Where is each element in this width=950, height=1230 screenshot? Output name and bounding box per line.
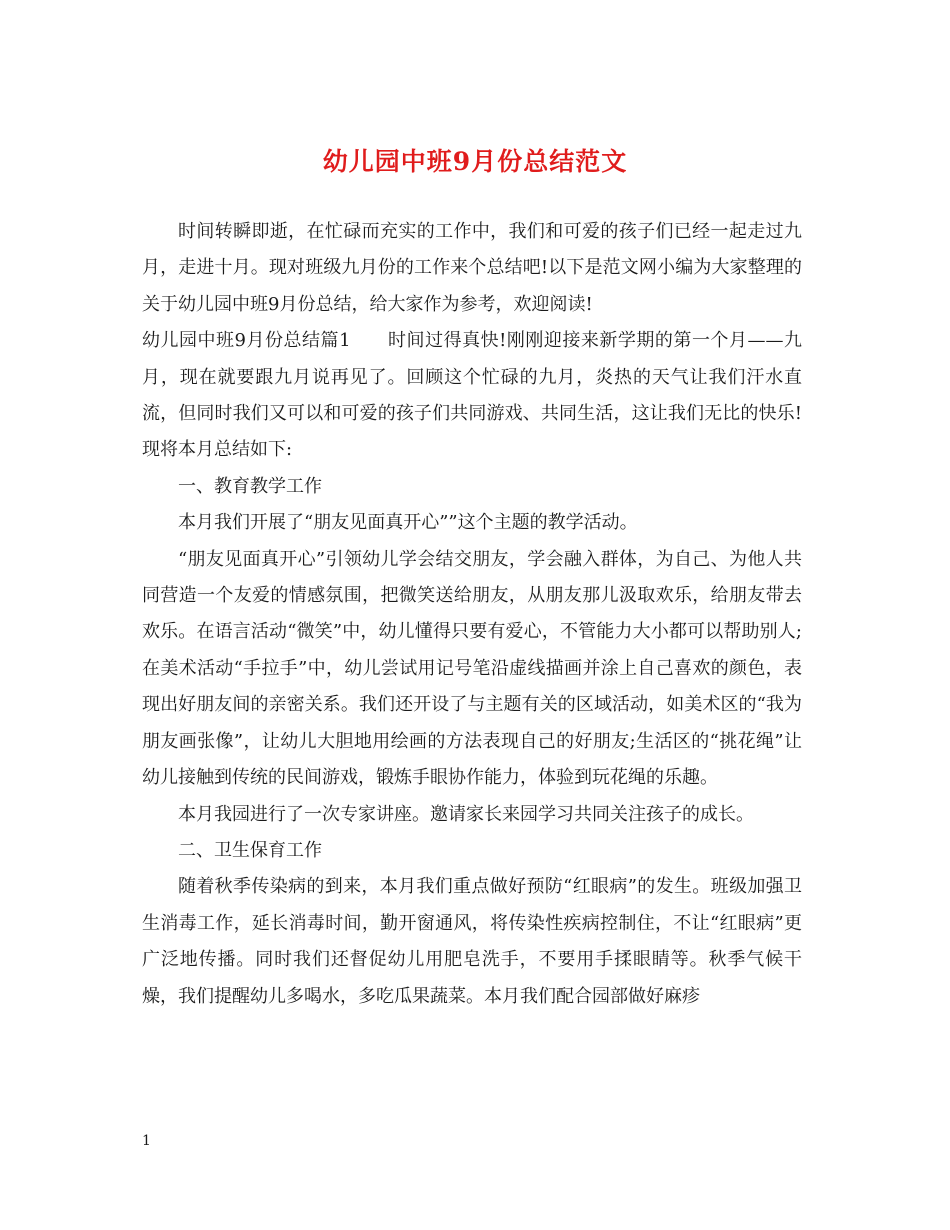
document-body bbox=[142, 214, 802, 1015]
paragraph-friends: “朋友见面真开心”引领幼儿学会结交朋友，学会融入群体，为自己、为他人共同营造一个友爱的情感氛围，把微笑送给朋友，从朋友那儿汲取欢乐，给朋友带去欢乐。在语言活动“微笑”中，幼儿懂得只要有爱心，不管能力大小都可以帮助别人;在美术活动“手拉手”中，幼儿尝试用记号笔沿虚线描画并涂上自己喜欢的颜色，表现出好朋友间的亲密关系。我们还开设了与主题有关的区域活动，如美术区的“我为朋友画张像”，让幼儿大胆地用绘画的方法表现自己的好朋友;生活区的“挑花绳”让幼儿接触到传统的民间游戏，锻炼手眼协作能力，体验到玩花绳的乐趣。 bbox=[142, 548, 802, 789]
paragraph-section-1: 幼儿园中班9月份总结篇1 时间过得真快!刚刚迎接来新学期的第一个月——九月，现在就要跟九月说再见了。回顾这个忙碌的九月，炎热的天气让我们汗水直流，但同时我们又可以和可爱的孩子们共同游戏、共同生活，这让我们无比的快乐!现将本月总结如下: bbox=[142, 330, 802, 461]
paragraph-theme-activity: 本月我们开展了“朋友见面真开心””这个主题的教学活动。 bbox=[178, 512, 638, 534]
paragraph-lecture: 本月我园进行了一次专家讲座。邀请家长来园学习共同关注孩子的成长。 bbox=[178, 803, 754, 825]
paragraph-intro: 时间转瞬即逝，在忙碌而充实的工作中，我们和可爱的孩子们已经一起走过九月，走进十月。现对班级九月份的工作来个总结吧!以下是范文网小编为大家整理的关于幼儿园中班9月份总结，给大家作为参考，欢迎阅读! bbox=[142, 221, 802, 315]
heading-hygiene: 二、卫生保育工作 bbox=[178, 839, 322, 861]
heading-education: 一、教育教学工作 bbox=[178, 475, 322, 497]
document-title: 幼儿园中班9月份总结范文 bbox=[322, 147, 628, 176]
paragraph-hygiene: 随着秋季传染病的到来，本月我们重点做好预防“红眼病”的发生。班级加强卫生消毒工作，延长消毒时间，勤开窗通风，将传染性疾病控制住，不让“红眼病”更广泛地传播。同时我们还督促幼儿用肥皂洗手，不要用手揉眼睛等。秋季气候干燥，我们提醒幼儿多喝水，多吃瓜果蔬菜。本月我们配合园部做好麻疹 bbox=[142, 876, 802, 1007]
page-number: 1 bbox=[142, 1133, 151, 1149]
